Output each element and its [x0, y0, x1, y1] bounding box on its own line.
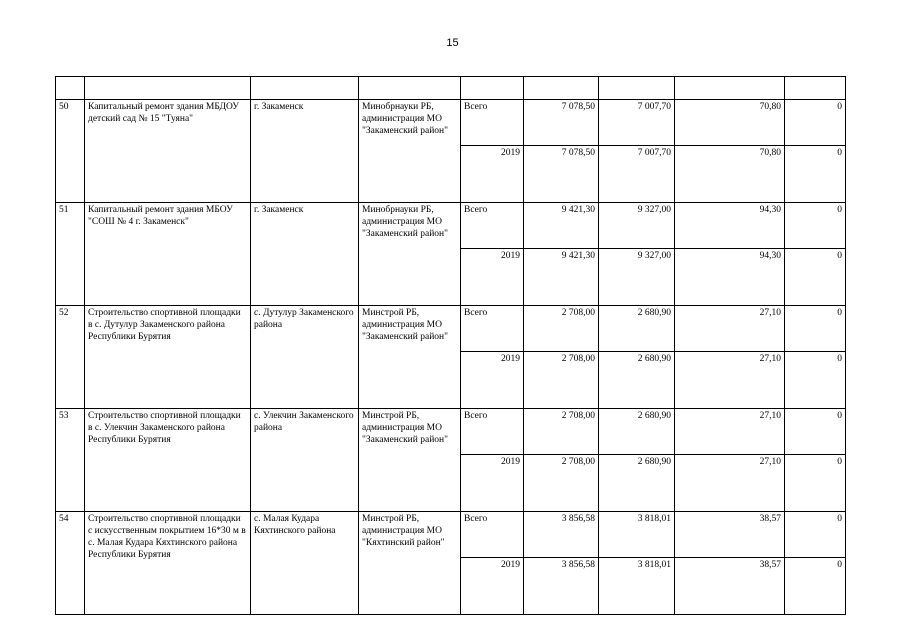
object-name: Строительство спортивной площадки в с. Улекчин Закаменского района Республики Бурятия [85, 409, 251, 512]
amount-federal: 7 007,70 [599, 100, 675, 146]
amount-total: 9 421,30 [524, 249, 599, 306]
amount-republic: 38,57 [675, 558, 785, 615]
table-row-total [56, 203, 846, 249]
object-number: 53 [56, 409, 85, 512]
object-location: г. Закаменск [251, 100, 359, 203]
object-number: 51 [56, 203, 85, 306]
amount-total: 7 078,50 [524, 146, 599, 203]
amount-republic: 70,80 [675, 146, 785, 203]
page-number: 15 [446, 37, 459, 49]
object-number: 50 [56, 100, 85, 203]
header-cell [85, 77, 251, 100]
amount-republic: 27,10 [675, 409, 785, 455]
object-customer: Минстрой РБ, администрация МО "Закаменский район" [359, 306, 461, 409]
amount-republic: 94,30 [675, 249, 785, 306]
period-label: 2019 [461, 352, 524, 409]
period-label: Всего [461, 203, 524, 249]
header-cell [251, 77, 359, 100]
amount-republic: 27,10 [675, 352, 785, 409]
period-label: 2019 [461, 146, 524, 203]
table-header-row [56, 77, 846, 100]
amount-federal: 9 327,00 [599, 249, 675, 306]
amount-local: 0 [785, 203, 846, 249]
amount-republic: 27,10 [675, 306, 785, 352]
object-customer: Минобрнауки РБ, администрация МО "Закаменский район" [359, 100, 461, 203]
header-cell [461, 77, 524, 100]
amount-local: 0 [785, 455, 846, 512]
period-label: 2019 [461, 249, 524, 306]
object-number: 54 [56, 512, 85, 615]
period-label: 2019 [461, 455, 524, 512]
amount-federal: 3 818,01 [599, 512, 675, 558]
object-customer: Минстрой РБ, администрация МО "Кяхтинский район" [359, 512, 461, 615]
header-cell [524, 77, 599, 100]
object-location: с. Малая Кудара Кяхтинского района [251, 512, 359, 615]
header-cell [675, 77, 785, 100]
object-customer: Минстрой РБ, администрация МО "Закаменский район" [359, 409, 461, 512]
amount-local: 0 [785, 558, 846, 615]
amount-republic: 38,57 [675, 512, 785, 558]
header-cell [599, 77, 675, 100]
table-row-total [56, 100, 846, 146]
period-label: Всего [461, 512, 524, 558]
amount-federal: 7 007,70 [599, 146, 675, 203]
amount-federal: 2 680,90 [599, 306, 675, 352]
table-row-total [56, 306, 846, 352]
object-location: г. Закаменск [251, 203, 359, 306]
amount-local: 0 [785, 146, 846, 203]
amount-republic: 94,30 [675, 203, 785, 249]
amount-total: 2 708,00 [524, 455, 599, 512]
object-number: 52 [56, 306, 85, 409]
amount-federal: 2 680,90 [599, 352, 675, 409]
investment-table [55, 76, 846, 615]
object-name: Строительство спортивной площадки в с. Дутулур Закаменского района Республики Бурятия [85, 306, 251, 409]
period-label: 2019 [461, 558, 524, 615]
amount-federal: 2 680,90 [599, 455, 675, 512]
amount-local: 0 [785, 249, 846, 306]
amount-local: 0 [785, 100, 846, 146]
table-row-total [56, 512, 846, 558]
period-label: Всего [461, 100, 524, 146]
object-name: Капитальный ремонт здания МБДОУ детский сад № 15 "Туяна" [85, 100, 251, 203]
amount-total: 9 421,30 [524, 203, 599, 249]
amount-total: 2 708,00 [524, 409, 599, 455]
amount-republic: 27,10 [675, 455, 785, 512]
object-location: с. Дутулур Закаменского района [251, 306, 359, 409]
amount-total: 3 856,58 [524, 558, 599, 615]
header-cell [785, 77, 846, 100]
amount-federal: 9 327,00 [599, 203, 675, 249]
amount-federal: 2 680,90 [599, 409, 675, 455]
header-cell [56, 77, 85, 100]
amount-total: 7 078,50 [524, 100, 599, 146]
period-label: Всего [461, 409, 524, 455]
amount-total: 2 708,00 [524, 306, 599, 352]
object-name: Строительство спортивной площадки с искусственным покрытием 16*30 м в с. Малая Кудара Кяхтинского района Республики Бурятия [85, 512, 251, 615]
object-location: с. Улекчин Закаменского района [251, 409, 359, 512]
amount-total: 2 708,00 [524, 352, 599, 409]
amount-total: 3 856,58 [524, 512, 599, 558]
amount-republic: 70,80 [675, 100, 785, 146]
amount-federal: 3 818,01 [599, 558, 675, 615]
amount-local: 0 [785, 512, 846, 558]
object-customer: Минобрнауки РБ, администрация МО "Закаменский район" [359, 203, 461, 306]
header-cell [359, 77, 461, 100]
object-name: Капитальный ремонт здания МБОУ "СОШ № 4 г. Закаменск" [85, 203, 251, 306]
table-row-total [56, 409, 846, 455]
amount-local: 0 [785, 409, 846, 455]
period-label: Всего [461, 306, 524, 352]
amount-local: 0 [785, 352, 846, 409]
amount-local: 0 [785, 306, 846, 352]
